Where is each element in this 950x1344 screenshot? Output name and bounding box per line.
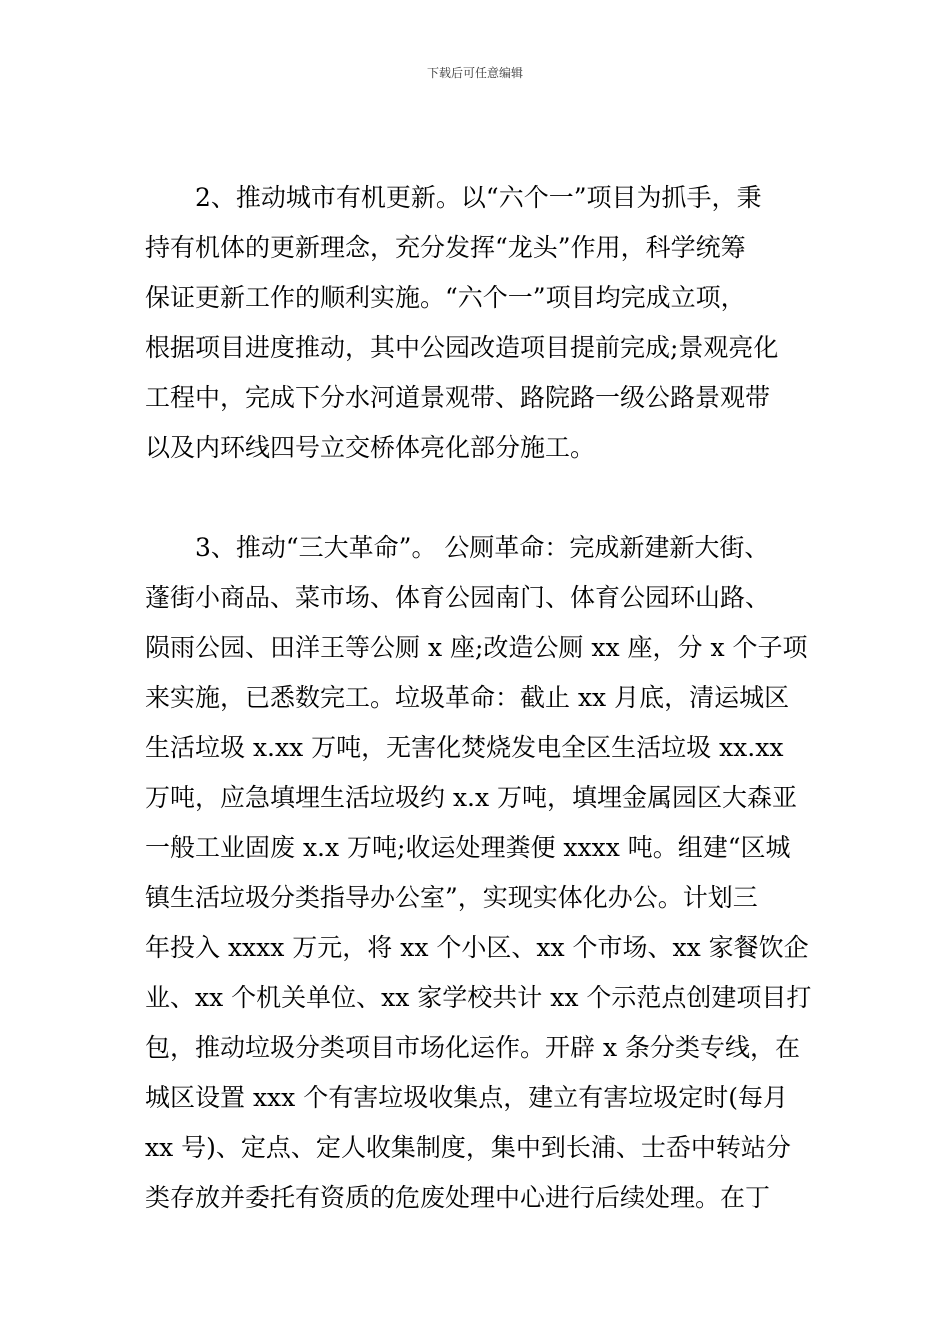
paragraph-three-revolutions <box>145 523 845 1223</box>
paragraph-line: 生活垃圾 x.xx 万吨，无害化焚烧发电全区生活垃圾 xx.xx <box>145 733 784 762</box>
paragraph-line: 包，推动垃圾分类项目市场化运作。开辟 x 条分类专线，在 <box>145 1033 800 1062</box>
paragraph-line: 以及内环线四号立交桥体亮化部分施工。 <box>145 433 596 462</box>
paragraph-line: xx 号)、定点、定人收集制度，集中到长浦、士岙中转站分 <box>145 1133 791 1162</box>
paragraph-line: 一般工业固废 x.x 万吨;收运处理粪便 xxxx 吨。组建“区城 <box>145 833 791 862</box>
paragraph-line: 来实施，已悉数完工。垃圾革命：截止 xx 月底，清运城区 <box>145 683 790 712</box>
paragraph-line: 2、推动城市有机更新。以“六个一”项目为抓手，秉 <box>195 183 762 212</box>
paragraph-line: 根据项目进度推动，其中公园改造项目提前完成;景观亮化 <box>145 333 779 362</box>
paragraph-line: 业、xx 个机关单位、xx 家学校共计 xx 个示范点创建项目打 <box>145 983 812 1012</box>
paragraph-line: 保证更新工作的顺利实施。“六个一”项目均完成立项， <box>145 283 746 312</box>
paragraph-line: 镇生活垃圾分类指导办公室”，实现实体化办公。计划三 <box>145 883 758 912</box>
paragraph-line: 工程中，完成下分水河道景观带、路院路一级公路景观带 <box>145 383 771 412</box>
paragraph-line: 年投入 xxxx 万元，将 xx 个小区、xx 个市场、xx 家餐饮企 <box>145 933 809 962</box>
paragraph-line: 蓬街小商品、菜市场、体育公园南门、体育公园环山路、 <box>145 583 771 612</box>
paragraph-line: 城区设置 xxx 个有害垃圾收集点，建立有害垃圾定时(每月 <box>145 1083 788 1112</box>
paragraph-line: 万吨，应急填埋生活垃圾约 x.x 万吨，填埋金属园区大森亚 <box>145 783 798 812</box>
paragraph-line: 陨雨公园、田洋王等公厕 x 座;改造公厕 xx 座，分 x 个子项 <box>145 633 808 662</box>
page-header: 下载后可任意编辑 <box>426 66 523 80</box>
paragraph-line: 持有机体的更新理念，充分发挥“龙头”作用，科学统筹 <box>145 233 746 262</box>
paragraph-line: 3、推动“三大革命”。 公厕革命：完成新建新大街、 <box>195 533 770 562</box>
paragraph-line: 类存放并委托有资质的危废处理中心进行后续处理。在丁 <box>145 1183 771 1212</box>
paragraph-urban-renewal <box>145 173 845 473</box>
